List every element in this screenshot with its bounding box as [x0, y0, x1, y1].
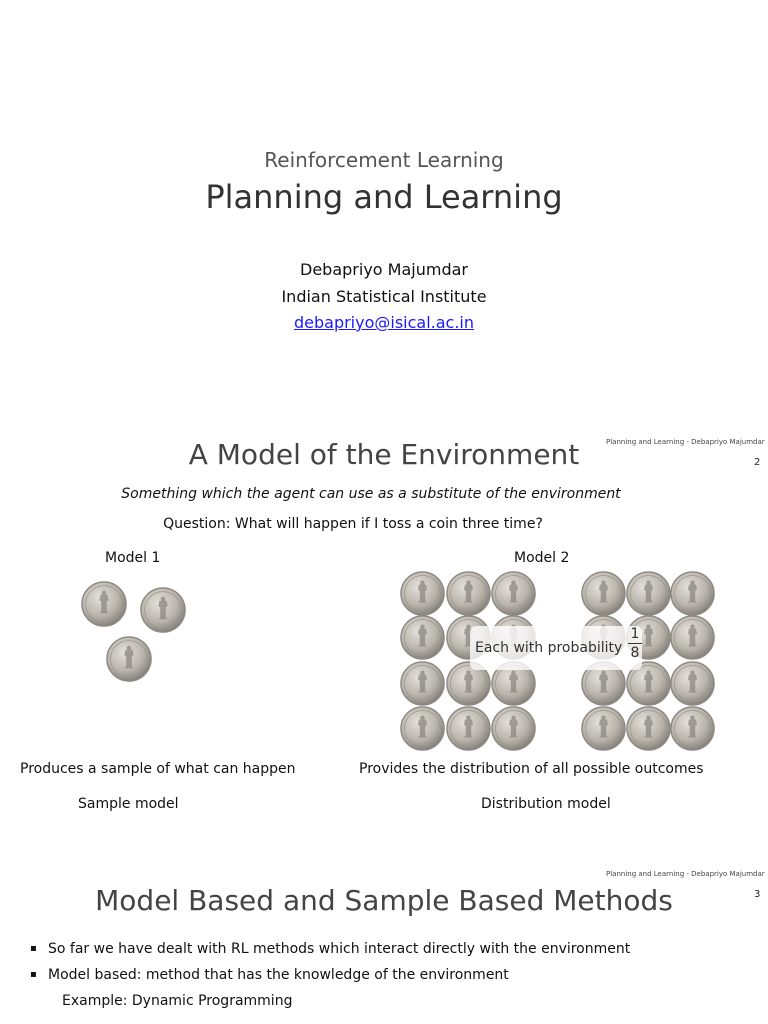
coin-icon — [581, 706, 626, 755]
model1-description: Produces a sample of what can happen — [20, 761, 296, 777]
fraction-numerator: 1 — [630, 626, 640, 642]
square-bullet-icon: ▪ — [30, 969, 37, 980]
fraction-bar — [628, 643, 642, 644]
slide1-subtitle: Reinforcement Learning — [264, 148, 504, 172]
coin-icon — [491, 706, 536, 755]
list-item — [26, 936, 766, 962]
coin-icon — [670, 571, 715, 620]
list-item — [26, 962, 766, 988]
slide2-subtitle: Something which the agent can use as a substitute of the environment — [121, 486, 621, 502]
coin-icon — [400, 615, 445, 664]
probability-text: Each with probability — [475, 640, 623, 656]
email-line — [0, 313, 768, 332]
coin-icon — [400, 661, 445, 710]
author-name: Debapriyo Majumdar — [300, 260, 468, 279]
square-bullet-icon: ▪ — [30, 943, 37, 954]
coin-icon — [400, 706, 445, 755]
coin-icon — [140, 587, 186, 637]
slide1-title: Planning and Learning — [205, 178, 563, 216]
slide2-question: Question: What will happen if I toss a coin three time? — [163, 516, 543, 532]
model2-name: Distribution model — [481, 796, 611, 812]
coin-icon — [581, 571, 626, 620]
model2-description: Provides the distribution of all possible outcomes — [359, 761, 704, 777]
slide3-title: Model Based and Sample Based Methods — [95, 884, 673, 917]
coin-icon — [626, 706, 671, 755]
model2-label: Model 2 — [514, 550, 570, 566]
probability-fraction — [628, 626, 642, 661]
coin-icon — [670, 615, 715, 664]
model1-name: Sample model — [78, 796, 179, 812]
coin-icon — [491, 571, 536, 620]
coin-icon — [81, 581, 127, 631]
fraction-denominator: 8 — [630, 645, 640, 661]
coin-icon — [446, 571, 491, 620]
model1-label: Model 1 — [105, 550, 161, 566]
email-link[interactable]: debapriyo@isical.ac.in — [293, 313, 475, 332]
slide3-page-number: 3 — [754, 889, 761, 900]
example-text: Example: Dynamic Programming — [62, 993, 293, 1009]
coin-icon — [626, 571, 671, 620]
coin-icon — [670, 661, 715, 710]
bullet-text: So far we have dealt with RL methods which interact directly with the environment — [48, 941, 631, 957]
institute-name: Indian Statistical Institute — [281, 287, 487, 306]
coin-icon — [400, 571, 445, 620]
coin-icon — [446, 706, 491, 755]
slide2-title: A Model of the Environment — [188, 438, 580, 471]
bullet-text: Model based: method that has the knowledge of the environment — [48, 967, 509, 983]
coin-icon — [670, 706, 715, 755]
slide3-bullet-list — [26, 936, 766, 1014]
example-line — [26, 988, 766, 1014]
coin-icon — [106, 636, 152, 686]
slide2-footer: Planning and Learning - Debapriyo Majumdar — [606, 438, 765, 446]
slide3-footer: Planning and Learning - Debapriyo Majumdar — [606, 870, 765, 878]
slide2-page-number: 2 — [754, 457, 761, 468]
